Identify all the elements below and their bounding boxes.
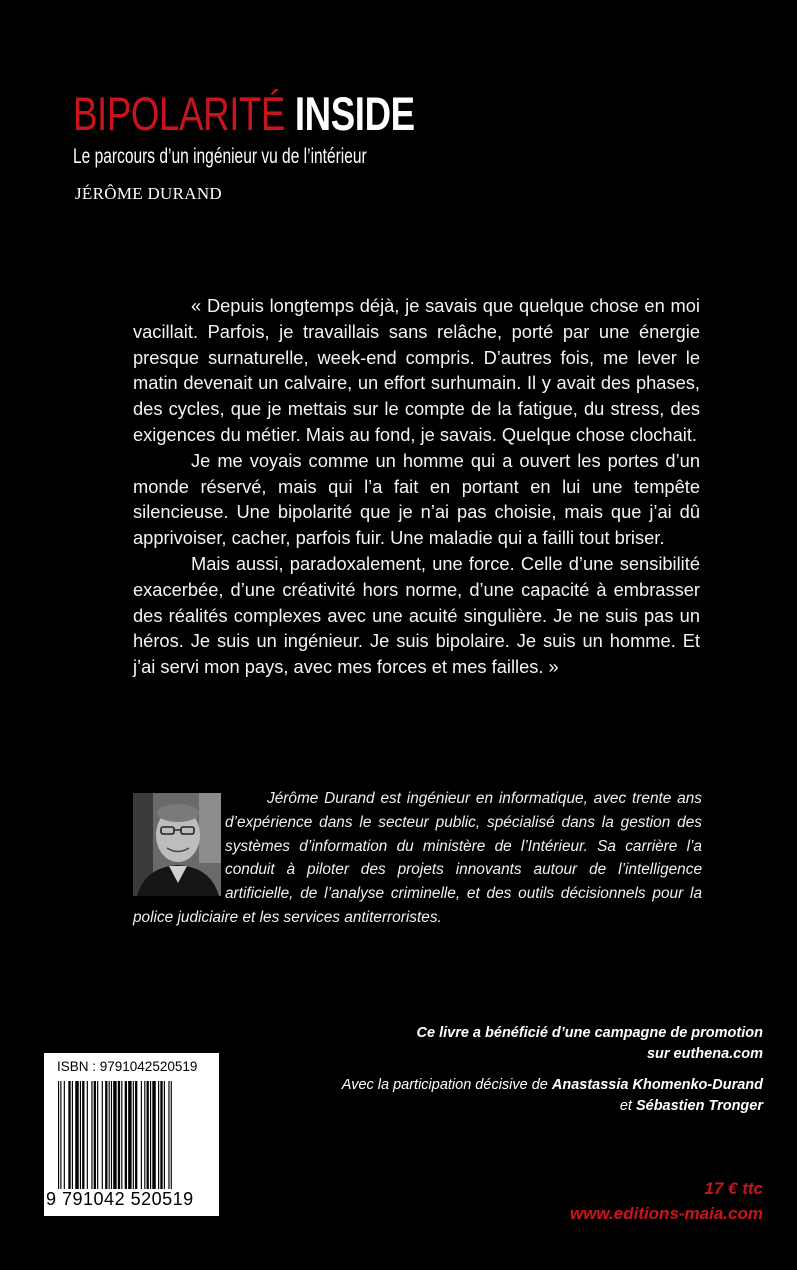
book-subtitle: Le parcours d’un ingénieur vu de l’intérieur	[73, 145, 367, 168]
title-part-red: BIPOLARITÉ	[73, 87, 286, 140]
barcode-icon	[58, 1081, 208, 1191]
quote-paragraph: Je me voyais comme un homme qui a ouvert les portes d’un monde réservé, mais qui l’a fait en portant en lui une tempête silencieuse. Une bipolarité que je n’ai pas choisie, mais que j’ai dû apprivoiser, cacher, parfois fuir. Une maladie qui a failli tout briser.	[133, 449, 700, 549]
title-part-white: INSIDE	[294, 87, 415, 140]
promo-link-line: sur euthena.com	[646, 1046, 763, 1062]
author-name: JÉRÔME DURAND	[75, 184, 222, 203]
publisher-website[interactable]: www.editions-maia.com	[569, 1204, 763, 1223]
barcode-box	[44, 1053, 219, 1216]
bio-text: Jérôme Durand est ingénieur en informatique, avec trente ans d’expérience dans le secteur public, spécialisé dans la gestion des systèmes d’information du ministère de l’Intérieur. Sa carrière l’a conduit à piloter des projets innovants autour de l’intelligence artificielle, de l’analyse criminelle, et des outils décisionnels pour la police judiciaire et les services antiterroristes.	[133, 790, 702, 926]
price-block	[570, 1176, 763, 1226]
back-cover-quote	[133, 293, 700, 680]
quote-paragraph: « Depuis longtemps déjà, je savais que quelque chose en moi vacillait. Parfois, je travaillais sans relâche, porté par une énergie presque surnaturelle, week-end compris. D’autres fois, me lever le matin devenait un calvaire, un effort surhumain. Il y avait des phases, des cycles, que je mettais sur le compte de la fatigue, du stress, des exigences du métier. Mais au fond, je savais. Quelque chose clochait.	[133, 295, 700, 445]
price: 17 € ttc	[704, 1179, 763, 1198]
quote-paragraph: Mais aussi, paradoxalement, une force. Celle d’une sensibilité exacerbée, d’une créativité hors norme, d’une capacité à embrasser des réalités complexes avec une acuité singulière. Je ne suis pas un héros. Je suis un ingénieur. Je suis bipolaire. Je suis un homme. Et j’ai servi mon pays, avec mes forces et mes failles. »	[133, 552, 700, 678]
isbn-label: ISBN : 9791042520519	[57, 1059, 198, 1074]
participation-line: Avec la participation décisive de Anastassia Khomenko-Durand	[341, 1077, 763, 1093]
participation-line-2: et Sébastien Tronger	[619, 1098, 763, 1114]
ean-digits: 9 791042 520519	[46, 1189, 194, 1209]
participant-name: Anastassia Khomenko-Durand	[551, 1077, 763, 1093]
participant-name: Sébastien Tronger	[635, 1098, 763, 1114]
promo-line: Ce livre a bénéficié d’une campagne de promotion	[416, 1025, 763, 1041]
promo-block	[342, 1023, 763, 1117]
book-title	[73, 86, 415, 142]
author-bio	[133, 787, 702, 930]
